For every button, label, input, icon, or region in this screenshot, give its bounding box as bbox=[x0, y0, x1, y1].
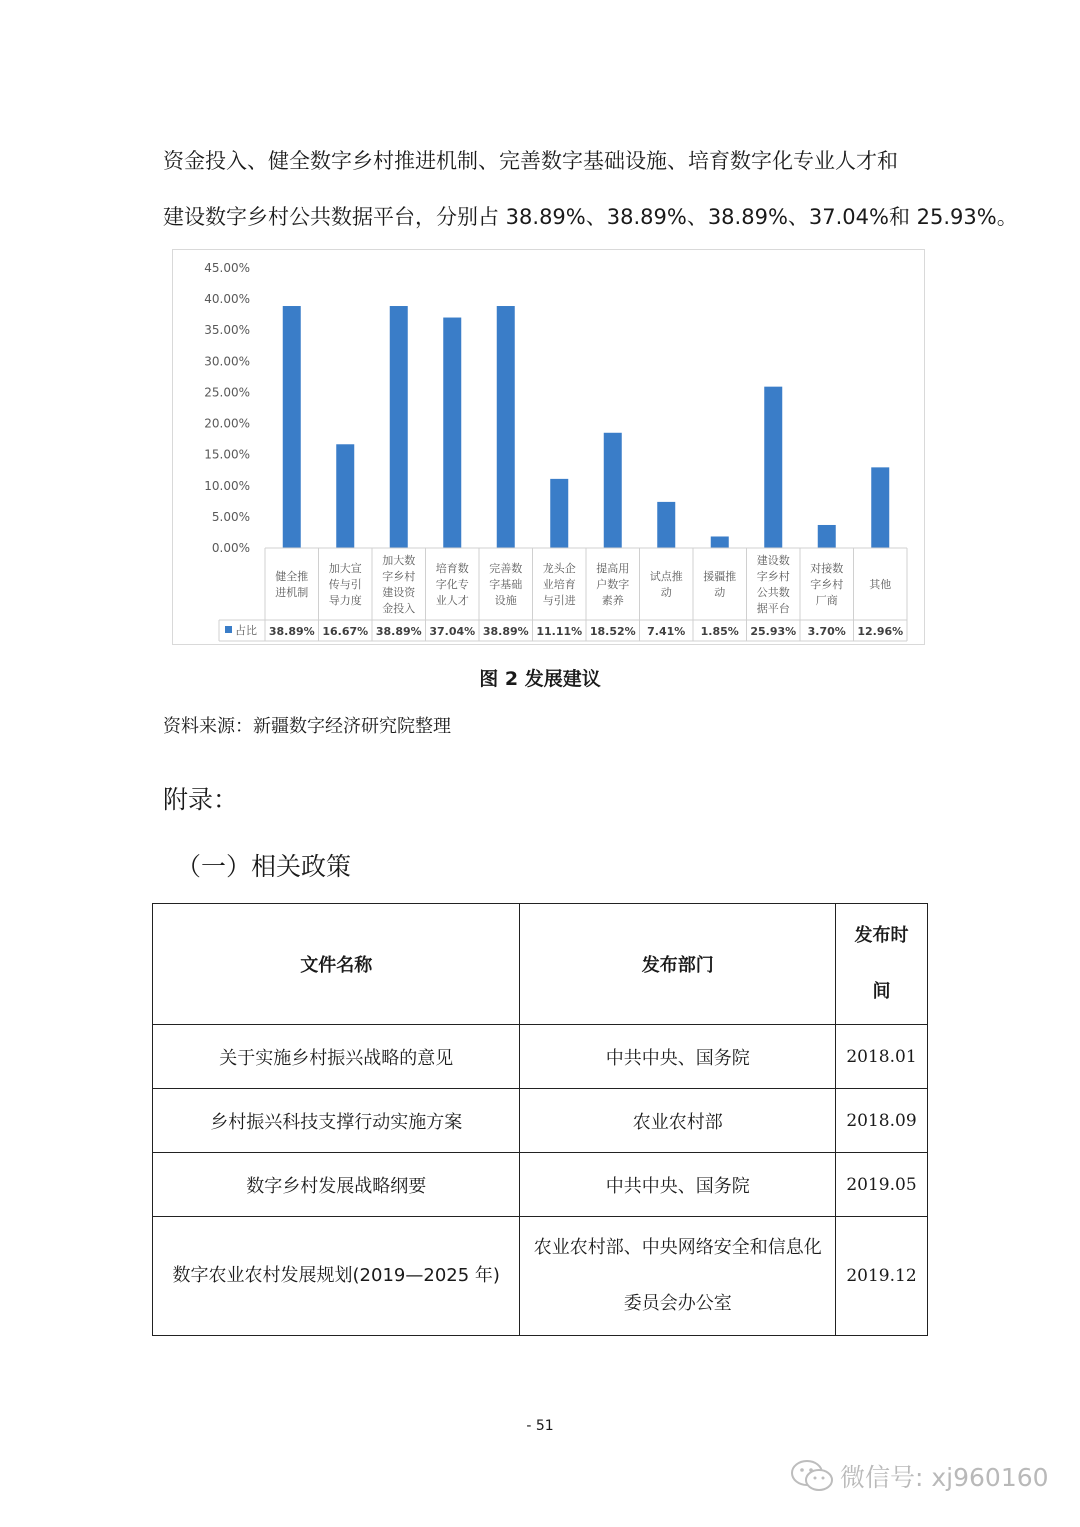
bar bbox=[443, 318, 461, 548]
y-tick-label: 5.00% bbox=[211, 509, 250, 524]
bar bbox=[336, 444, 354, 548]
category-label: 提高用户数字素养 bbox=[596, 562, 630, 607]
value-label: 25.93% bbox=[750, 625, 797, 638]
value-label: 7.41% bbox=[647, 625, 686, 638]
watermark-text: 微信号: xj960160 bbox=[840, 1463, 1049, 1492]
policy-date: 2018.01 bbox=[836, 1025, 928, 1089]
policy-department-line-1: 农业农村部、中央网络安全和信息化 bbox=[533, 1237, 822, 1258]
header-date-line-1: 发布时 bbox=[854, 925, 909, 946]
bar-chart bbox=[172, 249, 925, 645]
policy-name: 乡村振兴科技支撑行动实施方案 bbox=[153, 1089, 520, 1153]
policy-department: 农业农村部 bbox=[520, 1089, 836, 1153]
policy-name: 关于实施乡村振兴战略的意见 bbox=[153, 1025, 520, 1089]
policy-date: 2019.12 bbox=[836, 1217, 928, 1336]
policy-department bbox=[520, 1217, 836, 1336]
figure-caption: 图 2 发展建议 bbox=[479, 668, 601, 690]
value-label: 11.11% bbox=[536, 625, 583, 638]
legend-label: 占比 bbox=[235, 624, 257, 637]
policy-department: 中共中央、国务院 bbox=[520, 1153, 836, 1217]
section-title: （一）相关政策 bbox=[176, 852, 352, 881]
category-label: 对接数字乡村厂商 bbox=[810, 562, 844, 607]
category-label: 完善数字基础设施 bbox=[489, 562, 523, 607]
legend-swatch bbox=[225, 626, 232, 633]
value-label: 37.04% bbox=[429, 625, 476, 638]
value-label: 38.89% bbox=[375, 625, 422, 638]
value-label: 1.85% bbox=[700, 625, 739, 638]
policy-name: 数字农业农村发展规划(2019—2025 年) bbox=[153, 1217, 520, 1336]
y-tick-label: 10.00% bbox=[204, 478, 250, 493]
category-label: 龙头企业培育与引进 bbox=[542, 562, 576, 607]
policy-department-line-2: 委员会办公室 bbox=[623, 1293, 732, 1314]
chart-canvas bbox=[173, 250, 926, 646]
category-label: 健全推进机制 bbox=[275, 570, 309, 599]
paragraph-line-2: 建设数字乡村公共数据平台，分别占 38.89%、38.89%、38.89%、37.04%和 25.93%。 bbox=[163, 205, 1018, 229]
policy-table bbox=[152, 903, 928, 1336]
policy-date: 2018.09 bbox=[836, 1089, 928, 1153]
table-row bbox=[153, 1025, 928, 1089]
category-label: 建设数字乡村公共数据平台 bbox=[756, 554, 790, 615]
y-tick-label: 0.00% bbox=[211, 541, 250, 555]
value-label: 18.52% bbox=[589, 625, 636, 638]
bar bbox=[604, 433, 622, 548]
y-tick-label: 35.00% bbox=[204, 323, 250, 338]
value-label: 3.70% bbox=[807, 625, 846, 638]
value-label: 38.89% bbox=[268, 625, 315, 638]
y-tick-label: 45.00% bbox=[204, 261, 250, 275]
wechat-icon bbox=[790, 1459, 834, 1493]
category-label: 加大数字乡村建设资金投入 bbox=[382, 554, 416, 615]
bar bbox=[283, 306, 301, 548]
paragraph-line-1: 资金投入、健全数字乡村推进机制、完善数字基础设施、培育数字化专业人才和 bbox=[163, 149, 898, 173]
y-tick-label: 15.00% bbox=[204, 447, 250, 462]
value-label: 12.96% bbox=[857, 625, 904, 638]
category-label: 试点推动 bbox=[649, 570, 683, 599]
bar bbox=[871, 467, 889, 548]
policy-department: 中共中央、国务院 bbox=[520, 1025, 836, 1089]
bar bbox=[497, 306, 515, 548]
bar bbox=[657, 502, 675, 548]
bar bbox=[390, 306, 408, 548]
value-label: 16.67% bbox=[322, 625, 369, 638]
header-department: 发布部门 bbox=[520, 904, 836, 1025]
policy-date: 2019.05 bbox=[836, 1153, 928, 1217]
value-label: 38.89% bbox=[482, 625, 529, 638]
appendix-title: 附录： bbox=[163, 785, 239, 814]
header-date bbox=[836, 904, 928, 1025]
y-tick-label: 30.00% bbox=[204, 354, 250, 369]
policy-name: 数字乡村发展战略纲要 bbox=[153, 1153, 520, 1217]
wechat-watermark bbox=[790, 1458, 1049, 1494]
y-tick-label: 40.00% bbox=[204, 292, 250, 307]
table-row bbox=[153, 1217, 928, 1336]
y-tick-label: 20.00% bbox=[204, 416, 250, 431]
bar bbox=[818, 525, 836, 548]
table-row bbox=[153, 1089, 928, 1153]
bar bbox=[550, 479, 568, 548]
source-note: 资料来源：新疆数字经济研究院整理 bbox=[163, 716, 451, 737]
table-row bbox=[153, 1153, 928, 1217]
category-label: 其他 bbox=[869, 578, 892, 591]
bar bbox=[764, 387, 782, 548]
table-header-row bbox=[153, 904, 928, 1025]
header-file-name: 文件名称 bbox=[153, 904, 520, 1025]
header-date-line-2: 间 bbox=[872, 981, 891, 1002]
body-paragraph bbox=[163, 133, 1018, 245]
category-label: 培育数字化专业人才 bbox=[435, 562, 469, 607]
category-label: 援疆推动 bbox=[703, 570, 737, 599]
category-label: 加大宣传与引导力度 bbox=[328, 562, 362, 607]
y-tick-label: 25.00% bbox=[204, 385, 250, 400]
page-number: - 51 bbox=[526, 1418, 554, 1434]
bar bbox=[711, 536, 729, 548]
